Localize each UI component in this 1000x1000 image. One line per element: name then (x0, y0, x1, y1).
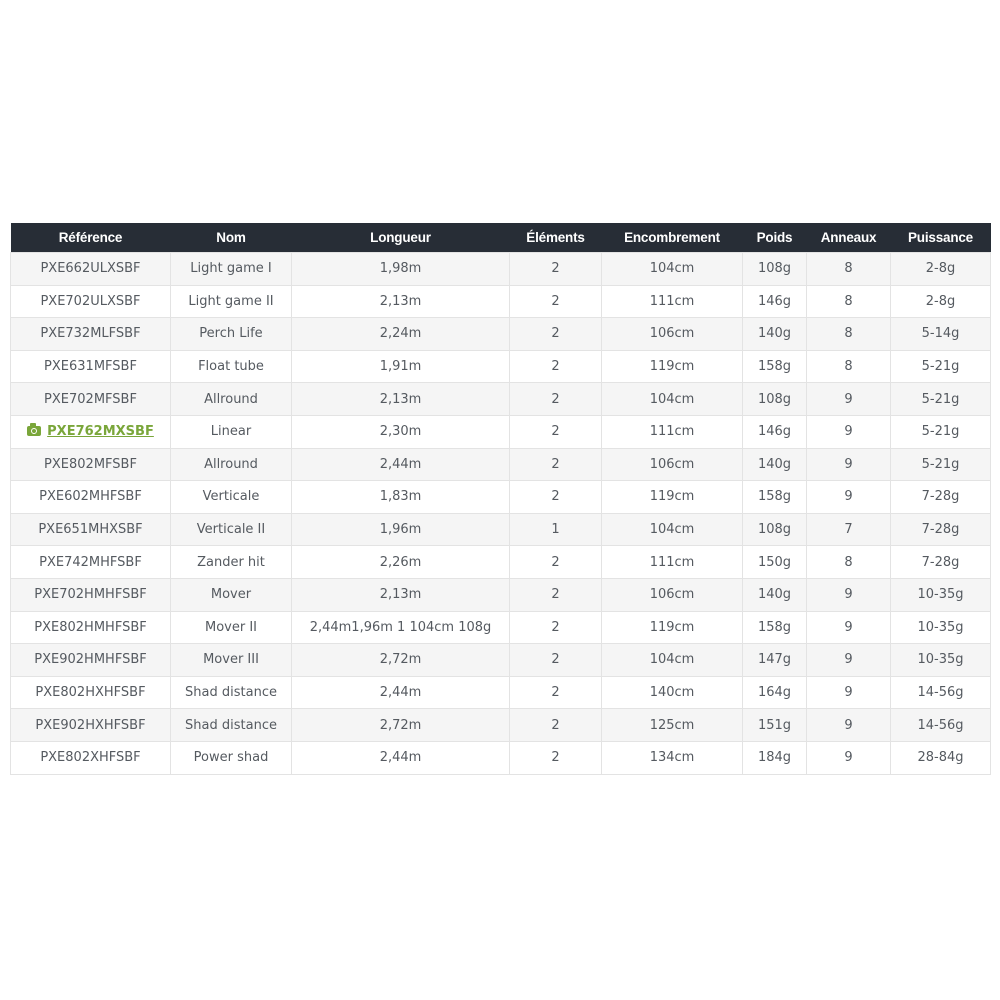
cell-encombrement: 106cm (602, 448, 743, 481)
cell-poids: 146g (743, 415, 807, 448)
cell-anneaux: 9 (807, 676, 891, 709)
cell-longueur: 1,96m (292, 513, 510, 546)
cell-elements: 2 (510, 350, 602, 383)
table-row (11, 513, 991, 546)
cell-nom: Shad distance (171, 709, 292, 742)
cell-nom: Light game I (171, 253, 292, 286)
cell-ref: PXE902HXHFSBF (11, 709, 171, 742)
cell-puissance: 5-21g (891, 350, 991, 383)
cell-anneaux: 8 (807, 350, 891, 383)
cell-puissance: 5-21g (891, 383, 991, 416)
table-header (11, 223, 991, 253)
cell-nom: Mover III (171, 644, 292, 677)
table-row (11, 676, 991, 709)
cell-poids: 158g (743, 350, 807, 383)
cell-nom: Power shad (171, 741, 292, 774)
cell-poids: 158g (743, 611, 807, 644)
cell-longueur: 1,98m (292, 253, 510, 286)
header-puissance: Puissance (891, 223, 991, 253)
table-row (11, 253, 991, 286)
cell-elements: 2 (510, 448, 602, 481)
specs-table-wrapper (10, 223, 990, 775)
table-row (11, 448, 991, 481)
cell-puissance: 10-35g (891, 578, 991, 611)
cell-puissance: 2-8g (891, 285, 991, 318)
table-row (11, 578, 991, 611)
cell-elements: 2 (510, 318, 602, 351)
cell-nom: Mover (171, 578, 292, 611)
cell-encombrement: 104cm (602, 513, 743, 546)
cell-elements: 2 (510, 611, 602, 644)
cell-puissance: 2-8g (891, 253, 991, 286)
cell-nom: Verticale II (171, 513, 292, 546)
cell-ref: PXE732MLFSBF (11, 318, 171, 351)
cell-nom: Allround (171, 448, 292, 481)
cell-elements: 2 (510, 741, 602, 774)
cell-anneaux: 9 (807, 611, 891, 644)
cell-anneaux: 8 (807, 546, 891, 579)
cell-anneaux: 9 (807, 741, 891, 774)
cell-anneaux: 9 (807, 383, 891, 416)
cell-encombrement: 106cm (602, 318, 743, 351)
cell-anneaux: 8 (807, 285, 891, 318)
cell-ref: PXE742MHFSBF (11, 546, 171, 579)
cell-anneaux: 9 (807, 481, 891, 514)
cell-anneaux: 9 (807, 448, 891, 481)
cell-anneaux: 7 (807, 513, 891, 546)
cell-anneaux: 8 (807, 318, 891, 351)
cell-nom: Linear (171, 415, 292, 448)
cell-longueur: 2,30m (292, 415, 510, 448)
table-row (11, 318, 991, 351)
table-row (11, 350, 991, 383)
cell-elements: 2 (510, 676, 602, 709)
rod-specs-table (10, 223, 991, 775)
cell-nom: Perch Life (171, 318, 292, 351)
cell-longueur: 2,44m (292, 741, 510, 774)
cell-poids: 108g (743, 513, 807, 546)
table-row (11, 709, 991, 742)
cell-encombrement: 106cm (602, 578, 743, 611)
cell-nom: Zander hit (171, 546, 292, 579)
cell-anneaux: 9 (807, 578, 891, 611)
cell-encombrement: 134cm (602, 741, 743, 774)
cell-encombrement: 104cm (602, 644, 743, 677)
cell-elements: 2 (510, 415, 602, 448)
header-nom: Nom (171, 223, 292, 253)
cell-puissance: 14-56g (891, 676, 991, 709)
cell-encombrement: 125cm (602, 709, 743, 742)
cell-ref (11, 415, 171, 448)
cell-encombrement: 119cm (602, 611, 743, 644)
cell-poids: 151g (743, 709, 807, 742)
cell-encombrement: 104cm (602, 383, 743, 416)
cell-ref: PXE662ULXSBF (11, 253, 171, 286)
cell-ref: PXE702ULXSBF (11, 285, 171, 318)
cell-elements: 2 (510, 383, 602, 416)
cell-poids: 140g (743, 318, 807, 351)
cell-puissance: 5-14g (891, 318, 991, 351)
cell-longueur: 2,72m (292, 709, 510, 742)
cell-poids: 184g (743, 741, 807, 774)
cell-poids: 140g (743, 448, 807, 481)
table-row (11, 415, 991, 448)
reference-link[interactable]: PXE762MXSBF (47, 424, 154, 440)
cell-encombrement: 119cm (602, 350, 743, 383)
cell-poids: 150g (743, 546, 807, 579)
table-row (11, 741, 991, 774)
cell-encombrement: 111cm (602, 285, 743, 318)
table-body (11, 253, 991, 775)
cell-elements: 2 (510, 253, 602, 286)
cell-longueur: 2,44m (292, 676, 510, 709)
cell-poids: 146g (743, 285, 807, 318)
cell-longueur: 1,91m (292, 350, 510, 383)
cell-poids: 140g (743, 578, 807, 611)
cell-poids: 158g (743, 481, 807, 514)
cell-nom: Allround (171, 383, 292, 416)
cell-poids: 108g (743, 383, 807, 416)
table-row (11, 611, 991, 644)
header-poids: Poids (743, 223, 807, 253)
table-row (11, 644, 991, 677)
cell-elements: 2 (510, 709, 602, 742)
cell-ref: PXE802XHFSBF (11, 741, 171, 774)
cell-encombrement: 140cm (602, 676, 743, 709)
cell-ref: PXE651MHXSBF (11, 513, 171, 546)
cell-ref: PXE802MFSBF (11, 448, 171, 481)
cell-longueur: 2,13m (292, 578, 510, 611)
cell-poids: 108g (743, 253, 807, 286)
cell-elements: 2 (510, 285, 602, 318)
camera-icon[interactable] (27, 426, 41, 436)
cell-ref: PXE631MFSBF (11, 350, 171, 383)
cell-ref: PXE702HMHFSBF (11, 578, 171, 611)
cell-elements: 1 (510, 513, 602, 546)
table-row (11, 546, 991, 579)
cell-puissance: 14-56g (891, 709, 991, 742)
cell-puissance: 5-21g (891, 415, 991, 448)
cell-anneaux: 8 (807, 253, 891, 286)
cell-longueur: 1,83m (292, 481, 510, 514)
cell-longueur: 2,26m (292, 546, 510, 579)
header-longueur: Longueur (292, 223, 510, 253)
cell-nom: Mover II (171, 611, 292, 644)
cell-puissance: 10-35g (891, 611, 991, 644)
cell-ref: PXE702MFSBF (11, 383, 171, 416)
cell-nom: Shad distance (171, 676, 292, 709)
cell-puissance: 5-21g (891, 448, 991, 481)
cell-ref: PXE902HMHFSBF (11, 644, 171, 677)
cell-encombrement: 111cm (602, 546, 743, 579)
cell-longueur: 2,24m (292, 318, 510, 351)
cell-ref: PXE802HXHFSBF (11, 676, 171, 709)
cell-longueur: 2,13m (292, 285, 510, 318)
header-reference: Référence (11, 223, 171, 253)
table-row (11, 383, 991, 416)
header-row (11, 223, 991, 253)
cell-ref: PXE602MHFSBF (11, 481, 171, 514)
header-encombrement: Encombrement (602, 223, 743, 253)
cell-elements: 2 (510, 578, 602, 611)
header-elements: Éléments (510, 223, 602, 253)
cell-puissance: 7-28g (891, 513, 991, 546)
cell-longueur: 2,13m (292, 383, 510, 416)
cell-elements: 2 (510, 546, 602, 579)
cell-encombrement: 119cm (602, 481, 743, 514)
cell-nom: Verticale (171, 481, 292, 514)
cell-puissance: 7-28g (891, 481, 991, 514)
cell-longueur: 2,44m (292, 448, 510, 481)
cell-anneaux: 9 (807, 709, 891, 742)
cell-longueur: 2,72m (292, 644, 510, 677)
cell-longueur: 2,44m1,96m 1 104cm 108g (292, 611, 510, 644)
header-anneaux: Anneaux (807, 223, 891, 253)
cell-nom: Light game II (171, 285, 292, 318)
cell-anneaux: 9 (807, 415, 891, 448)
cell-encombrement: 111cm (602, 415, 743, 448)
cell-puissance: 10-35g (891, 644, 991, 677)
cell-nom: Float tube (171, 350, 292, 383)
cell-puissance: 7-28g (891, 546, 991, 579)
table-row (11, 481, 991, 514)
cell-poids: 147g (743, 644, 807, 677)
cell-encombrement: 104cm (602, 253, 743, 286)
table-row (11, 285, 991, 318)
cell-ref: PXE802HMHFSBF (11, 611, 171, 644)
cell-poids: 164g (743, 676, 807, 709)
cell-anneaux: 9 (807, 644, 891, 677)
cell-puissance: 28-84g (891, 741, 991, 774)
cell-elements: 2 (510, 481, 602, 514)
cell-elements: 2 (510, 644, 602, 677)
